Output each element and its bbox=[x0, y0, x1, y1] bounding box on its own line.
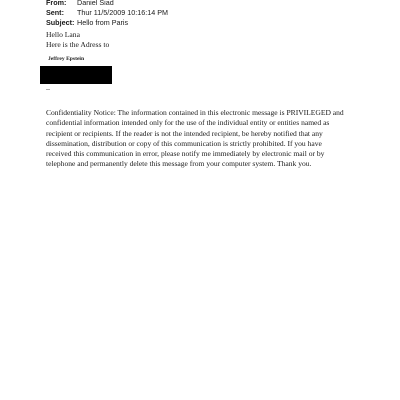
notice-line: dissemination, distribution or copy of this communication is strictly prohibited. If you have bbox=[46, 138, 322, 148]
sent-value: Thur 11/5/2009 10:16:14 PM bbox=[77, 8, 168, 17]
sent-label: Sent: bbox=[46, 8, 64, 17]
email-body bbox=[46, 30, 109, 50]
subject-row bbox=[46, 18, 168, 28]
notice-line: Confidentiality Notice: The information contained in this electronic message is PRIVILEGED and bbox=[46, 108, 344, 117]
subject-label: Subject: bbox=[46, 18, 75, 27]
notice-line: telephone and permanently delete this message from your computer system. Thank you. bbox=[46, 159, 312, 169]
sent-row bbox=[46, 8, 168, 18]
from-row bbox=[46, 0, 168, 8]
subject-value: Hello from Paris bbox=[77, 18, 129, 27]
signature-name: Jeffrey Epstein bbox=[48, 56, 85, 62]
notice-line: recipient or recipients. If the reader is not the intended recipient, be hereby notified that any bbox=[46, 128, 323, 138]
redaction-block bbox=[40, 66, 112, 84]
notice-line: confidential information intended only for the use of the individual entity or entities named as bbox=[46, 118, 330, 128]
confidentiality-notice bbox=[46, 108, 376, 170]
from-label: From: bbox=[46, 0, 67, 7]
from-value: Daniel Siad bbox=[77, 0, 114, 7]
notice-line: received this communication in error, please notify me immediately by electronic mail or by bbox=[46, 149, 325, 159]
body-line: Here is the Adress to bbox=[46, 40, 110, 49]
signature-separator: -- bbox=[46, 87, 50, 93]
greeting-line: Hello Lana bbox=[46, 30, 80, 39]
email-header bbox=[46, 0, 168, 28]
